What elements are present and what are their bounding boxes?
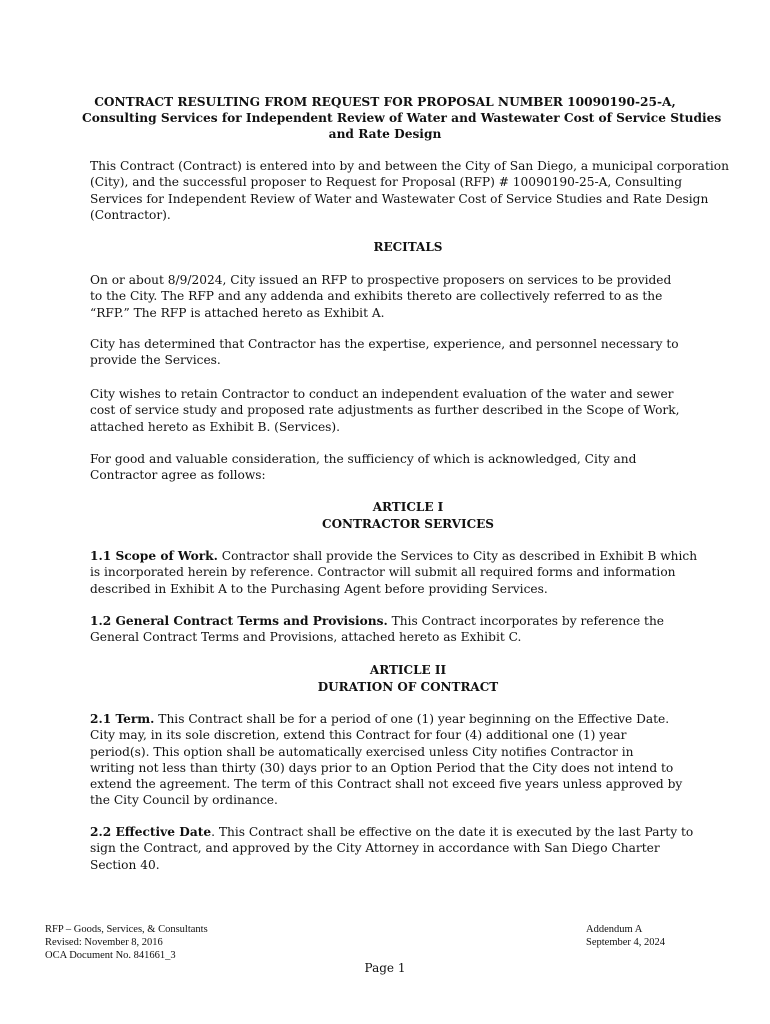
text-line: extend the agreement. The term of this Contract shall not exceed five years unless approved by [90, 777, 683, 792]
text-line: to the City. The RFP and any addenda and exhibits thereto are collectively referred to as the [90, 289, 663, 304]
section-1-1 [90, 548, 730, 597]
text-line: is incorporated herein by reference. Contractor will submit all required forms and information [90, 565, 676, 580]
text-line: cost of service study and proposed rate adjustments as further described in the Scope of Work, [90, 403, 680, 418]
section-2-1 [90, 711, 730, 809]
text-line: General Contract Terms and Provisions, attached hereto as Exhibit C. [90, 630, 522, 645]
article-number: ARTICLE II [369, 663, 447, 677]
text-line: 2.1 Term. This Contract shall be for a period of one (1) year beginning on the Effective Date. [90, 712, 670, 726]
footer-line: September 4, 2024 [586, 937, 666, 948]
article-name: DURATION OF CONTRACT [317, 679, 499, 694]
text-line: provide the Services. [90, 353, 221, 368]
footer-line: Revised: November 8, 2016 [45, 937, 163, 948]
recital-paragraph-2 [90, 336, 730, 369]
title-line: and Rate Design [328, 127, 442, 141]
text-line: On or about 8/9/2024, City issued an RFP to prospective proposers on services to be provided [90, 273, 672, 287]
contract-title [82, 94, 722, 142]
title-line: CONTRACT RESULTING FROM REQUEST FOR PROPOSAL NUMBER 10090190-25-A, [94, 95, 676, 109]
footer-line: OCA Document No. 841661_3 [45, 950, 176, 961]
text-line: sign the Contract, and approved by the City Attorney in accordance with San Diego Charter [90, 841, 660, 856]
text-line: attached hereto as Exhibit B. (Services). [90, 419, 341, 434]
text-line: City has determined that Contractor has the expertise, experience, and personnel necessary to [90, 337, 679, 351]
article-name: CONTRACTOR SERVICES [322, 516, 494, 531]
text-line: Contractor agree as follows: [90, 468, 266, 483]
text-line: Services for Independent Review of Water and Wastewater Cost of Service Studies and Rate Design [90, 191, 709, 206]
footer-line: Addendum A [586, 924, 643, 935]
text-line: City wishes to retain Contractor to conduct an independent evaluation of the water and sewer [90, 387, 674, 401]
recital-paragraph-4 [90, 451, 730, 484]
text-line: This Contract (Contract) is entered into by and between the City of San Diego, a municipal corporation [90, 159, 729, 173]
page-number: Page 1 [364, 961, 406, 975]
text-line: For good and valuable consideration, the sufficiency of which is acknowledged, City and [90, 452, 637, 466]
section-label: 2.2 Effective Date [90, 825, 212, 839]
text-line: described in Exhibit A to the Purchasing Agent before providing Services. [90, 581, 548, 596]
text-line: “RFP.” The RFP is attached hereto as Exhibit A. [90, 305, 385, 320]
section-label: 1.1 Scope of Work. [90, 549, 218, 563]
text-line: period(s). This option shall be automatically exercised unless City notifies Contractor in [90, 744, 634, 759]
title-line: Consulting Services for Independent Review of Water and Wastewater Cost of Service Studies [82, 111, 722, 125]
section-label: 1.2 General Contract Terms and Provisions. [90, 614, 388, 628]
footer-line: RFP – Goods, Services, & Consultants [45, 924, 208, 935]
footer-right [586, 923, 665, 949]
text-line: 1.1 Scope of Work. Contractor shall provide the Services to City as described in Exhibit B which [90, 549, 698, 563]
text-line: the City Council by ordinance. [90, 793, 278, 808]
intro-paragraph [90, 158, 730, 223]
section-1-2 [90, 613, 730, 646]
text-line: (Contractor). [90, 207, 171, 222]
text-line: 1.2 General Contract Terms and Provisions. This Contract incorporates by reference the [90, 614, 665, 628]
text-line: Section 40. [90, 857, 160, 872]
recital-paragraph-1 [90, 272, 730, 321]
article-number: ARTICLE I [372, 500, 444, 514]
article-2-heading [90, 662, 726, 695]
recital-paragraph-3 [90, 386, 730, 435]
text-line: 2.2 Effective Date. This Contract shall be effective on the date it is executed by the last Party to [90, 825, 694, 839]
section-2-2 [90, 824, 730, 873]
footer-left [45, 923, 208, 962]
text-line: City may, in its sole discretion, extend this Contract for four (4) additional one (1) year [90, 728, 627, 743]
section-label: 2.1 Term. [90, 712, 155, 726]
text-line: writing not less than thirty (30) days prior to an Option Period that the City does not intend to [90, 760, 674, 775]
text-line: (City), and the successful proposer to Request for Proposal (RFP) # 10090190-25-A, Consulting [90, 175, 683, 190]
recitals-heading: RECITALS [373, 240, 443, 254]
article-1-heading [90, 499, 726, 532]
